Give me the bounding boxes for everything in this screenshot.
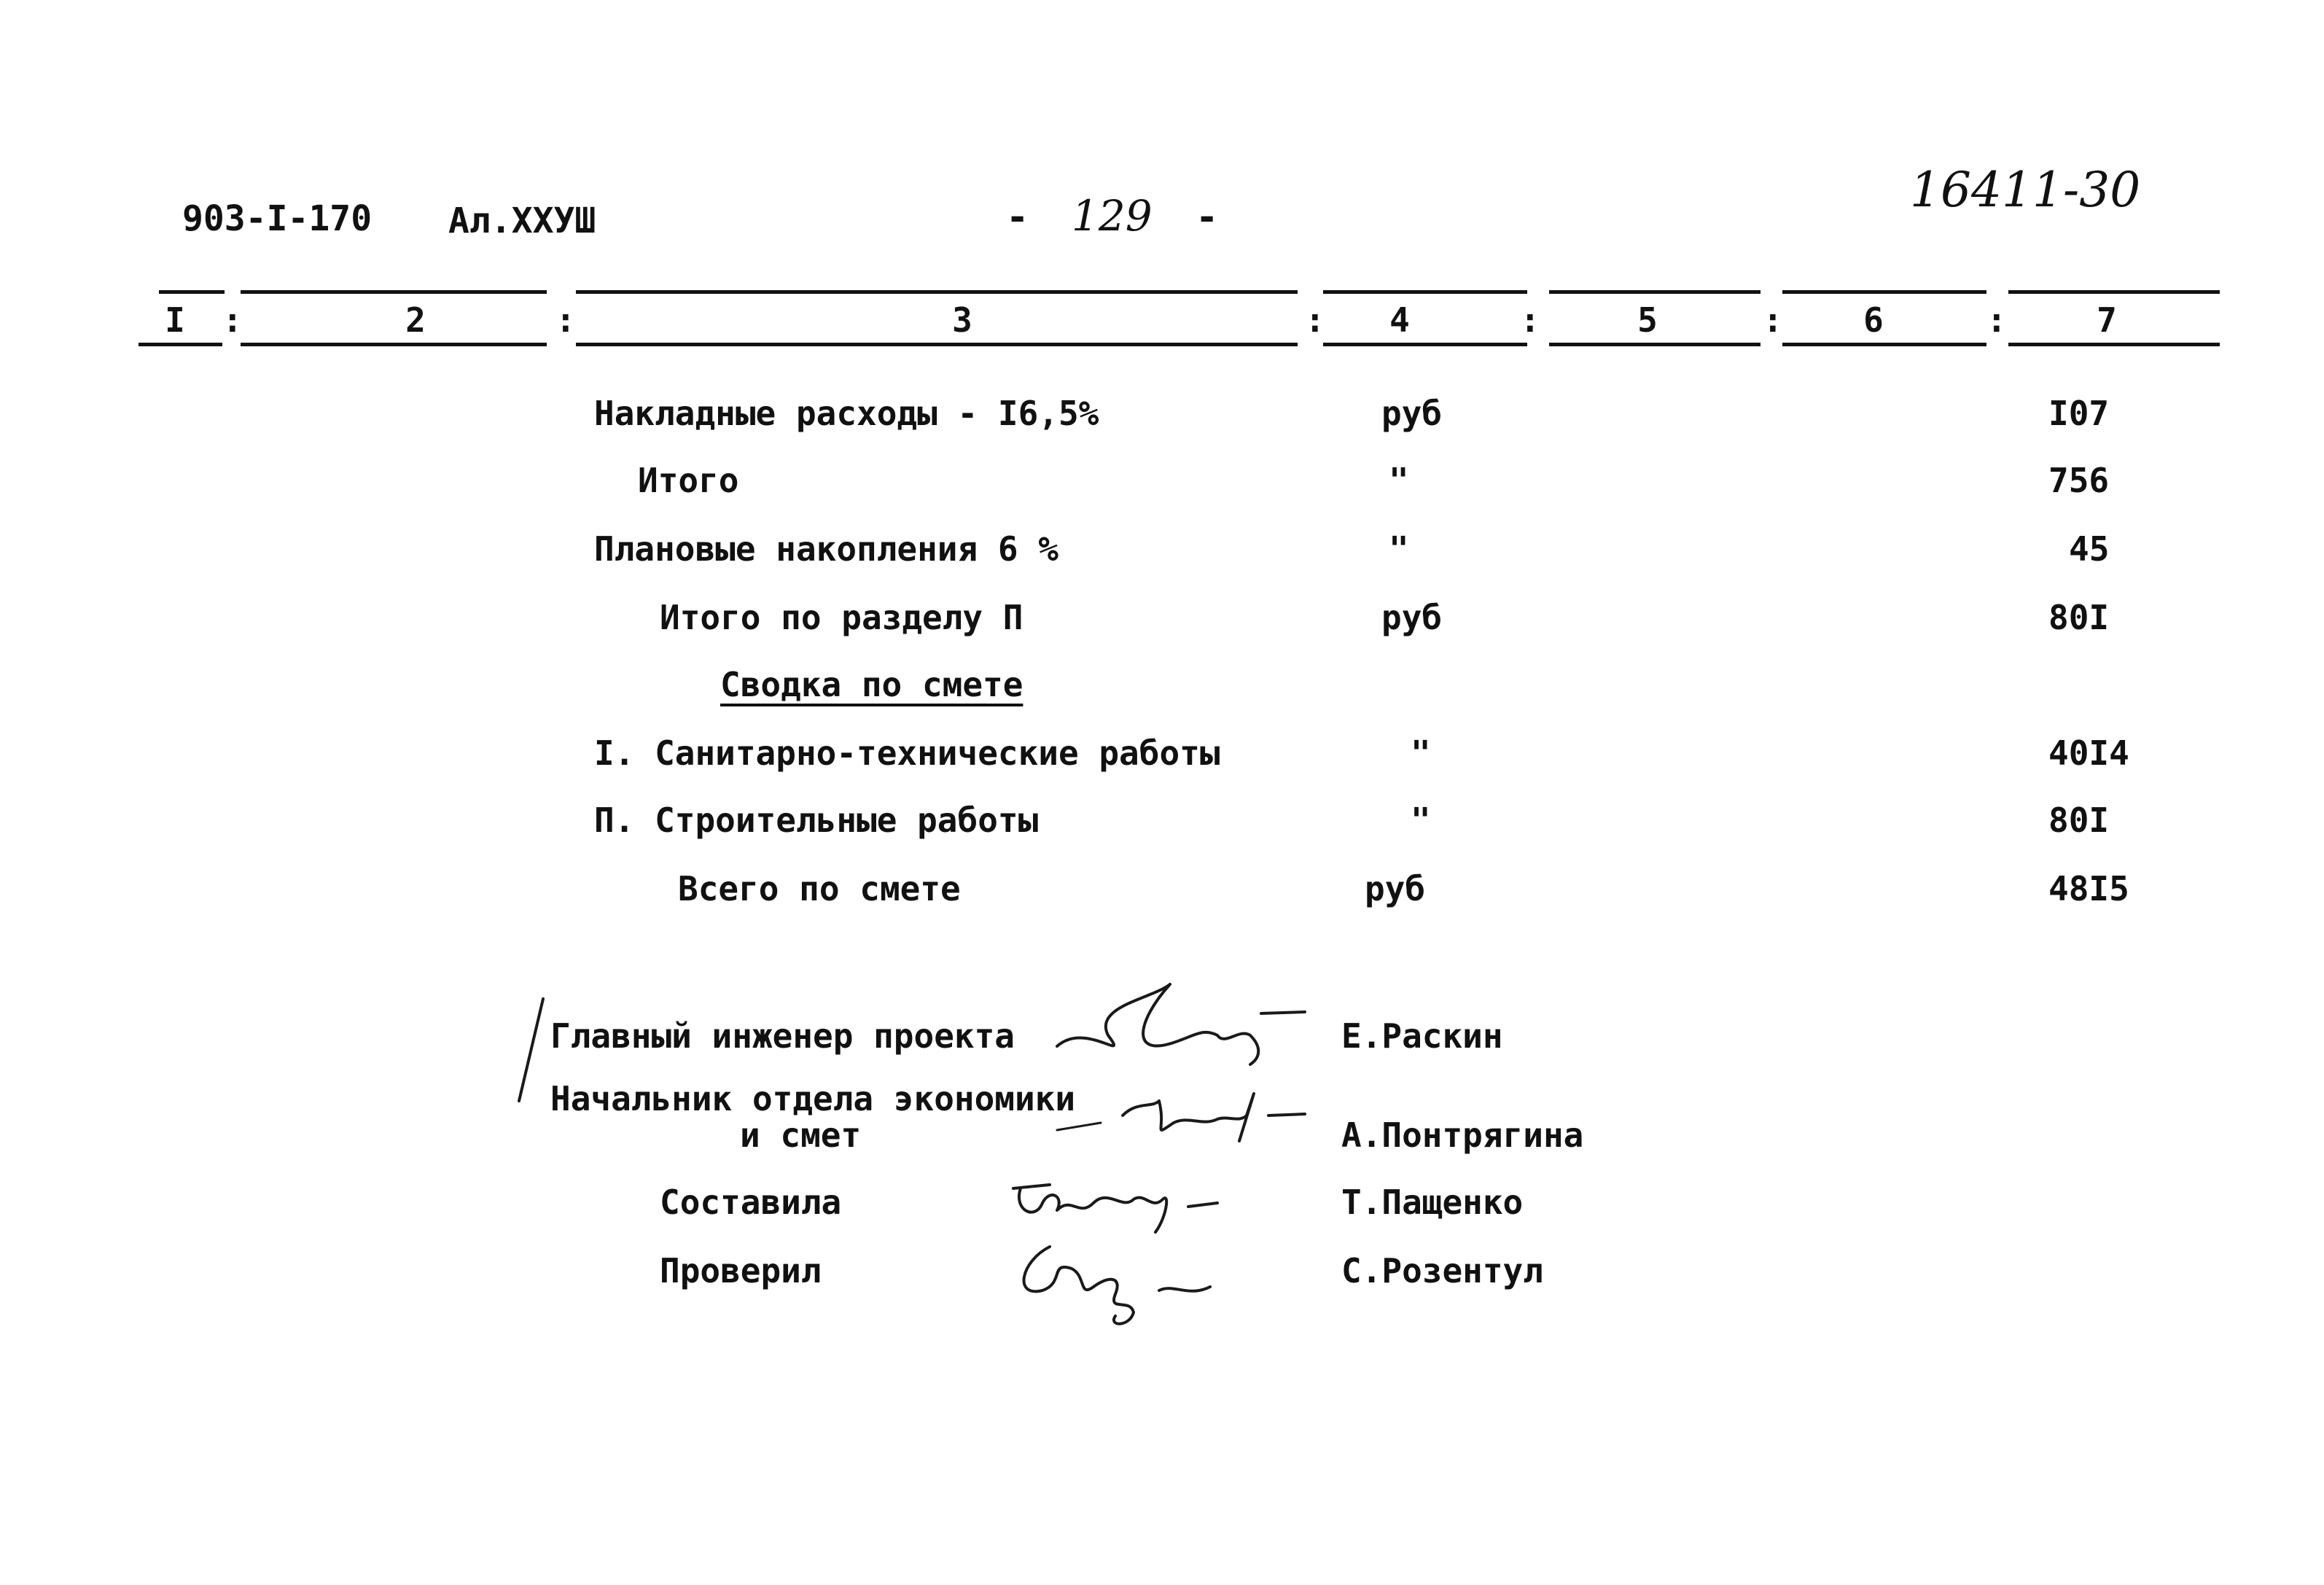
page-number-dash-left: -: [1006, 195, 1029, 239]
table-row: [0, 733, 2324, 792]
inventory-number: 16411-30: [1910, 162, 2141, 218]
column-header-2: 2: [405, 300, 426, 340]
row-label: П. Строительные работы: [594, 801, 1039, 840]
column-header-5: 5: [1637, 300, 1658, 340]
column-header-4: 4: [1389, 300, 1410, 340]
row-value: 756: [2048, 461, 2110, 500]
row-unit: ": [1389, 461, 1409, 500]
page-number: 129: [1072, 191, 1153, 241]
column-header-6: 6: [1863, 300, 1884, 340]
column-separator: :: [555, 300, 576, 340]
signature-role: Главный инженер проекта: [550, 1016, 1015, 1056]
signature-role-line2: и смет: [740, 1115, 862, 1155]
album-number: Ал.XXУШ: [448, 200, 596, 241]
column-header-7: 7: [2097, 300, 2117, 340]
table-row-section-title: [0, 665, 2324, 723]
row-label: Итого по разделу П: [660, 598, 1023, 637]
column-header-1: I: [165, 300, 185, 340]
signature-name: А.Понтрягина: [1341, 1115, 1584, 1155]
row-label: Итого: [638, 461, 739, 500]
signature-name: Е.Раскин: [1341, 1016, 1503, 1056]
row-value: 80I: [2048, 801, 2110, 840]
signature-role: Начальник отдела экономики: [550, 1079, 1076, 1118]
table-row: [0, 529, 2324, 588]
row-unit: руб: [1381, 394, 1443, 433]
table-row: [0, 598, 2324, 656]
row-unit: ": [1411, 733, 1431, 773]
column-separator: :: [1305, 300, 1325, 340]
row-unit: руб: [1381, 598, 1443, 637]
row-label: I. Санитарно-технические работы: [594, 733, 1220, 773]
row-unit: ": [1411, 801, 1431, 840]
column-separator: :: [1763, 300, 1783, 340]
row-unit: руб: [1365, 869, 1426, 908]
page-number-dash-right: -: [1196, 195, 1219, 239]
document-code: 903-I-170: [182, 198, 373, 239]
row-value: 80I: [2048, 598, 2110, 637]
signature-role: Составила: [660, 1183, 842, 1222]
signature-name: С.Розентул: [1341, 1251, 1543, 1290]
row-label: Плановые накопления 6 %: [594, 529, 1058, 569]
row-unit: ": [1389, 529, 1409, 569]
signature-scrawl: [999, 1167, 1247, 1239]
column-separator: :: [1986, 300, 2007, 340]
row-value: 40I4: [2048, 733, 2129, 773]
row-value: 45: [2069, 529, 2110, 569]
row-value: 48I5: [2048, 869, 2129, 908]
signature-scrawl: [1042, 977, 1319, 1072]
column-separator: :: [222, 300, 243, 340]
signature-scrawl: [1042, 1072, 1319, 1152]
signature-scrawl: [1006, 1232, 1239, 1334]
signature-name: Т.Пащенко: [1341, 1183, 1524, 1222]
section-title: Сводка по смете: [720, 665, 1023, 704]
bracket-mark: [510, 992, 554, 1108]
row-label: Всего по смете: [678, 869, 961, 908]
row-label: Накладные расходы - I6,5%: [594, 394, 1099, 433]
signature-role: Проверил: [660, 1251, 822, 1290]
column-header-3: 3: [952, 300, 972, 340]
table-row: [0, 801, 2324, 859]
table-row: [0, 394, 2324, 452]
table-row: [0, 461, 2324, 519]
column-separator: :: [1520, 300, 1540, 340]
table-row: [0, 869, 2324, 927]
row-value: I07: [2048, 394, 2110, 433]
